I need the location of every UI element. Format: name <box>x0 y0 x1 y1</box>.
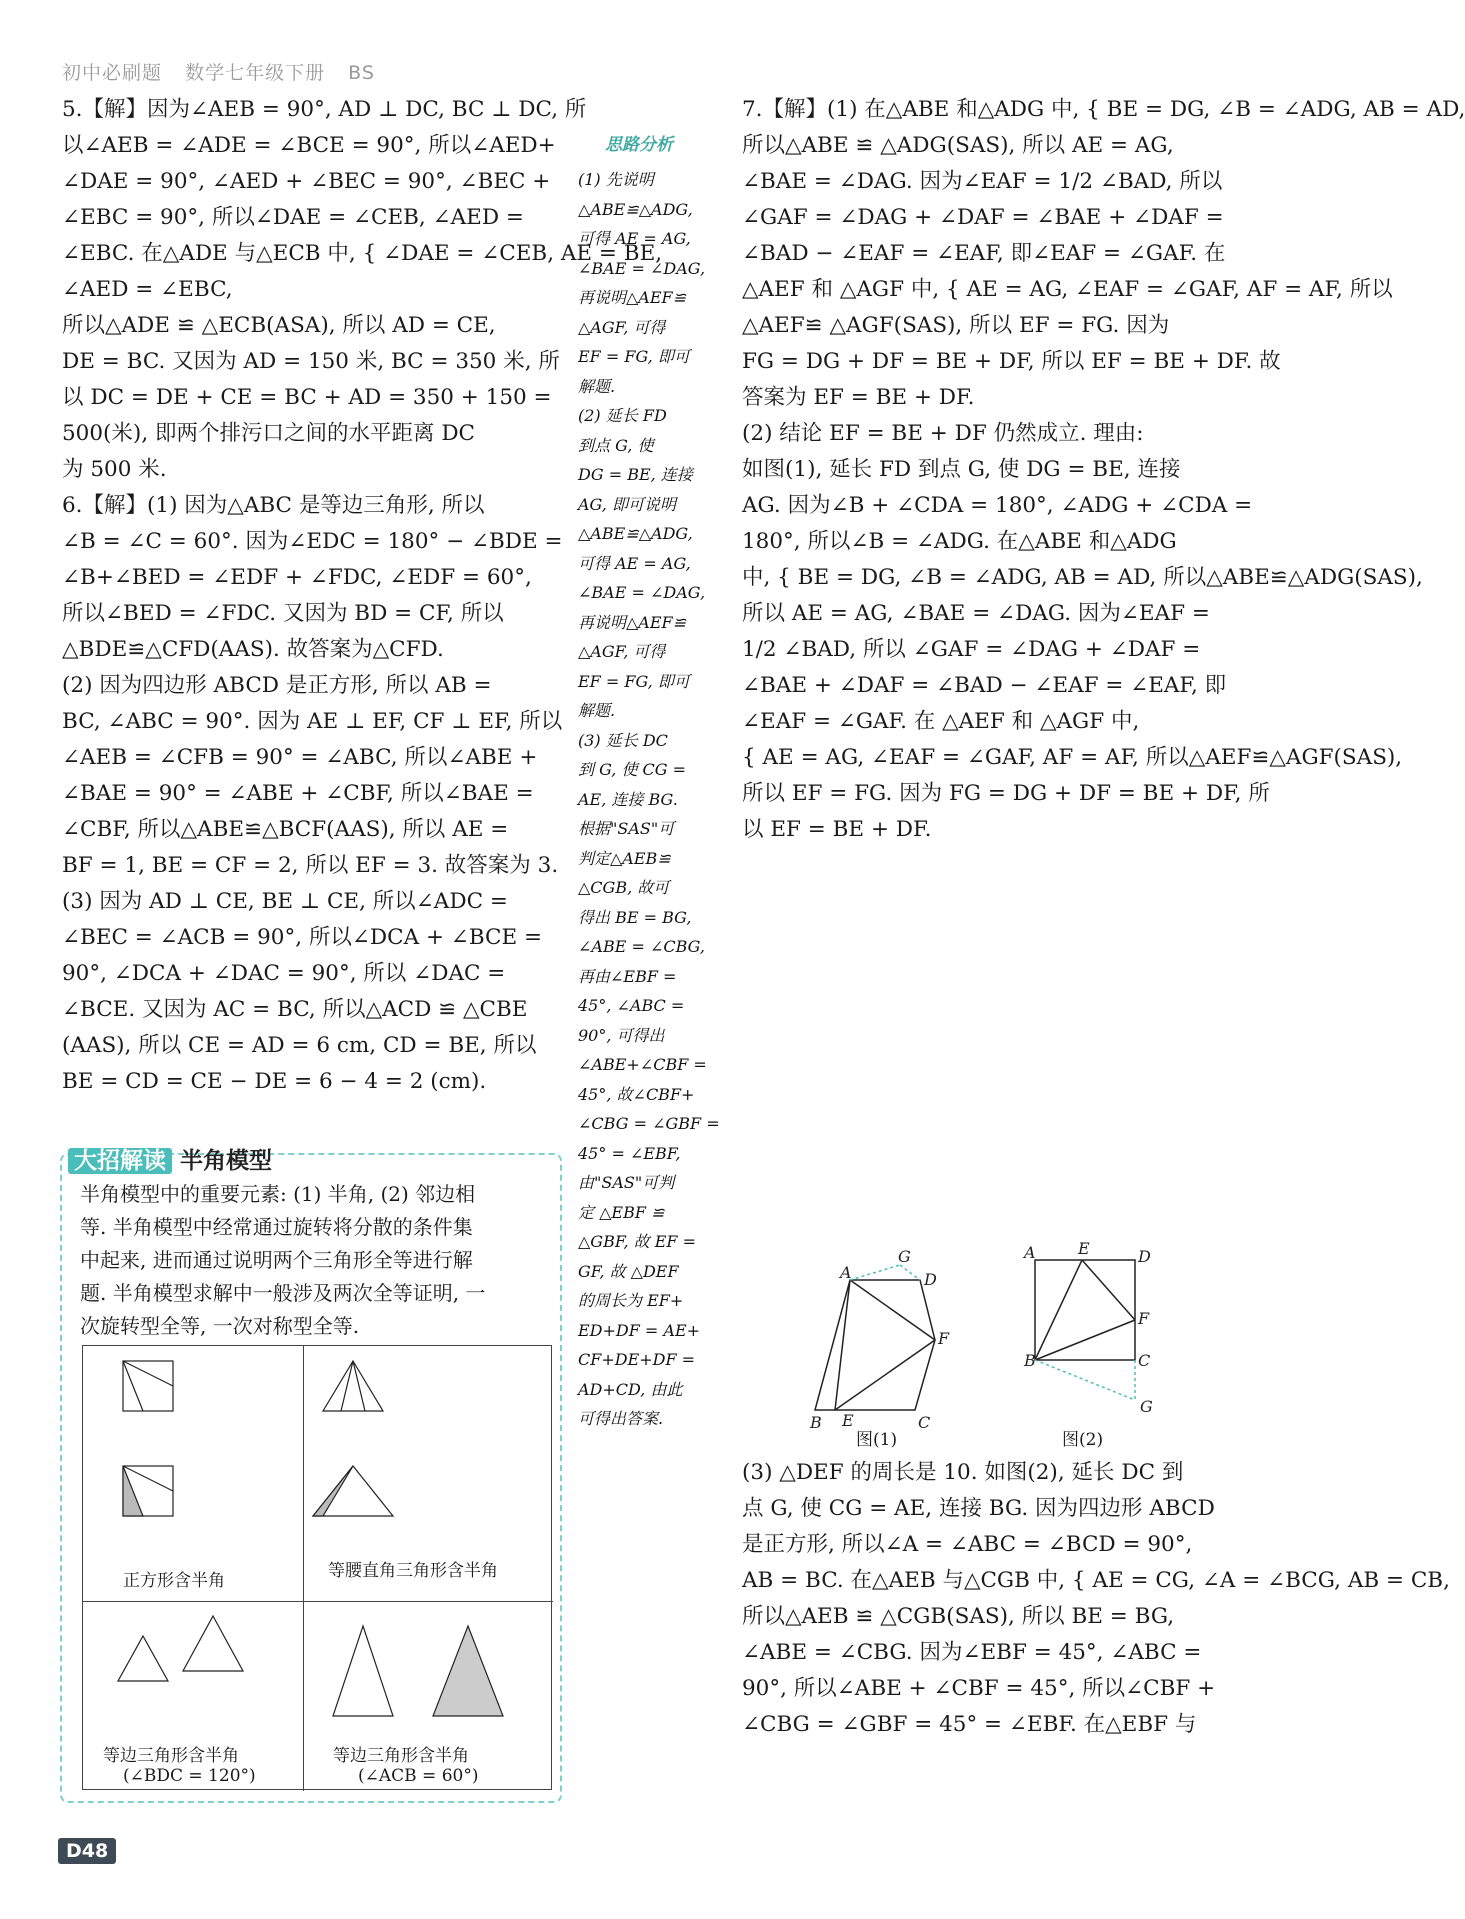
text-line: 1/2 ∠BAD, 所以 ∠GAF = ∠DAG + ∠DAF = <box>742 637 1201 662</box>
caption-equilateral-1-angle: (∠BDC = 120°) <box>123 1766 256 1786</box>
text-line: 所以∠BED = ∠FDC. 又因为 BD = CF, 所以 <box>62 601 504 626</box>
tips-box-title <box>68 1142 272 1175</box>
text-line: (2) 延长 FD <box>578 406 667 425</box>
text-line: ∠AEB = ∠CFB = 90° = ∠ABC, 所以∠ABE + <box>62 745 538 770</box>
text-line: (3) △DEF 的周长是 10. 如图(2), 延长 DC 到 <box>742 1460 1184 1485</box>
text-line: 到点 G, 使 <box>578 435 654 455</box>
text-line: ∠ABE = ∠CBG, <box>578 937 705 956</box>
figure-2 <box>1035 1260 1135 1400</box>
text-line: △AEF 和 △AGF 中, { AE = AG, ∠EAF = ∠GAF, AF = AF, 所以 <box>742 277 1393 302</box>
svg-text:G: G <box>1140 1397 1153 1416</box>
text-line: 90°, ∠DCA + ∠DAC = 90°, 所以 ∠DAC = <box>62 961 506 986</box>
text-line: 半角模型中的重要元素: (1) 半角, (2) 邻边相 <box>80 1182 476 1206</box>
text-line: ∠EAF = ∠GAF. 在 △AEF 和 △AGF 中, <box>742 709 1140 734</box>
text-line: △AGF, 可得 <box>578 642 666 661</box>
text-line: ∠CBG = ∠GBF = <box>578 1114 720 1133</box>
text-line: 是正方形, 所以∠A = ∠ABC = ∠BCD = 90°, <box>742 1532 1193 1557</box>
text-line: 7.【解】(1) 在△ABE 和△ADG 中, { BE = DG, ∠B = ∠ADG, AB = AD, <box>742 97 1465 122</box>
text-line: 45° = ∠EBF, <box>578 1143 681 1163</box>
text-line: ∠EBC. 在△ADE 与△ECB 中, { ∠DAE = ∠CEB, AE = BE, <box>62 241 663 266</box>
text-line: 可得 AE = AG, <box>578 229 691 248</box>
text-line: ∠BAE = ∠DAG, <box>578 583 706 602</box>
page-number: D48 <box>58 1838 116 1864</box>
text-line: AG. 因为∠B + ∠CDA = 180°, ∠ADG + ∠CDA = <box>742 493 1253 518</box>
subject-title: 数学七年级下册 <box>185 62 326 84</box>
mid-column <box>578 165 720 1434</box>
caption-equilateral-2-angle: (∠ACB = 60°) <box>358 1766 479 1786</box>
svg-text:E: E <box>1078 1239 1090 1258</box>
caption-square: 正方形含半角 <box>123 1571 225 1591</box>
edition-label: BS <box>348 62 375 84</box>
text-line: ∠DAE = 90°, ∠AED + ∠BEC = 90°, ∠BEC + <box>62 169 551 194</box>
text-line: 所以△ADE ≌ △ECB(ASA), 所以 AD = CE, <box>62 313 496 338</box>
text-line: DE = BC. 又因为 AD = 150 米, BC = 350 米, 所 <box>62 349 560 374</box>
text-line: ∠ABE+∠CBF = <box>578 1055 707 1074</box>
text-line: (3) 延长 DC <box>578 730 668 750</box>
text-line: △ABE≌△ADG, <box>578 524 693 543</box>
text-line: 以 DC = DE + CE = BC + AD = 350 + 150 = <box>62 385 552 410</box>
figure-1-caption: 图(1) <box>856 1430 898 1450</box>
text-line: DG = BE, 连接 <box>578 465 693 484</box>
text-line: (1) 先说明 <box>578 170 654 189</box>
text-line: ∠AED = ∠EBC, <box>62 277 233 302</box>
text-line: 次旋转型全等, 一次对称型全等. <box>80 1314 360 1338</box>
text-line: FG = DG + DF = BE + DF, 所以 EF = BE + DF. 故 <box>742 349 1281 374</box>
svg-text:C: C <box>1138 1351 1151 1370</box>
text-line: AE, 连接 BG. <box>578 789 678 809</box>
text-line: ∠ABE = ∠CBG. 因为∠EBF = 45°, ∠ABC = <box>742 1640 1202 1665</box>
text-line: 的周长为 EF+ <box>578 1291 684 1310</box>
text-line: ∠GAF = ∠DAG + ∠DAF = ∠BAE + ∠DAF = <box>742 205 1224 230</box>
svg-text:G: G <box>898 1247 911 1266</box>
text-line: 再说明△AEF≌ <box>578 288 687 307</box>
tips-topic: 半角模型 <box>180 1148 272 1174</box>
svg-text:C: C <box>918 1413 931 1432</box>
text-line: △ABE≌△ADG, <box>578 199 693 219</box>
text-line: CF+DE+DF = <box>578 1350 696 1369</box>
right-column-top <box>742 92 1465 848</box>
svg-text:A: A <box>1024 1243 1036 1262</box>
text-line: 再由∠EBF = <box>578 966 677 986</box>
svg-text:D: D <box>924 1270 937 1289</box>
text-line: 点 G, 使 CG = AE, 连接 BG. 因为四边形 ABCD <box>742 1496 1215 1521</box>
text-line: 得出 BE = BG, <box>578 907 692 927</box>
text-line: 可得 AE = AG, <box>578 553 691 573</box>
svg-text:F: F <box>938 1329 950 1348</box>
text-line: 解题. <box>578 701 616 720</box>
text-line: ∠B = ∠C = 60°. 因为∠EDC = 180° − ∠BDE = <box>62 529 563 554</box>
text-line: 45°, 故∠CBF+ <box>578 1084 695 1104</box>
text-line: 6.【解】(1) 因为△ABC 是等边三角形, 所以 <box>62 493 485 518</box>
text-line: BF = 1, BE = CF = 2, 所以 EF = 3. 故答案为 3. <box>62 853 559 878</box>
text-line: 中, { BE = DG, ∠B = ∠ADG, AB = AD, 所以△ABE≌△ADG(SAS), <box>742 565 1423 590</box>
thinking-analysis-title: 思路分析 <box>605 135 673 155</box>
text-line: AG, 即可说明 <box>578 494 676 514</box>
text-line: 180°, 所以∠B = ∠ADG. 在△ABE 和△ADG <box>742 529 1177 554</box>
text-line: EF = FG, 即可 <box>578 671 690 691</box>
text-line: ∠BCE. 又因为 AC = BC, 所以△ACD ≌ △CBE <box>62 997 528 1022</box>
text-line: 等. 半角模型中经常通过旋转将分散的条件集 <box>80 1215 473 1239</box>
svg-text:B: B <box>1024 1351 1036 1370</box>
caption-isosceles-right: 等腰直角三角形含半角 <box>328 1561 498 1581</box>
svg-text:B: B <box>810 1413 822 1432</box>
text-line: (AAS), 所以 CE = AD = 6 cm, CD = BE, 所以 <box>62 1033 537 1058</box>
figures <box>800 1240 1200 1440</box>
text-line: △AGF, 可得 <box>578 317 666 337</box>
figure-2-caption: 图(2) <box>1062 1430 1104 1450</box>
text-line: EF = FG, 即可 <box>578 347 690 366</box>
text-line: 到 G, 使 CG = <box>578 760 687 779</box>
text-line: 以∠AEB = ∠ADE = ∠BCE = 90°, 所以∠AED+ <box>62 133 556 158</box>
text-line: ∠CBF, 所以△ABE≌△BCF(AAS), 所以 AE = <box>62 817 509 842</box>
text-line: 根据"SAS"可 <box>578 819 675 838</box>
text-line: 90°, 所以∠ABE + ∠CBF = 45°, 所以∠CBF + <box>742 1676 1216 1701</box>
text-line: ∠BAE = ∠DAG, <box>578 258 706 278</box>
text-line: 所以 EF = FG. 因为 FG = DG + DF = BE + DF, 所 <box>742 781 1270 806</box>
text-line: AD+CD, 由此 <box>578 1379 683 1399</box>
text-line: 题. 半角模型求解中一般涉及两次全等证明, 一 <box>80 1281 486 1305</box>
text-line: BE = CD = CE − DE = 6 − 4 = 2 (cm). <box>62 1069 487 1094</box>
text-line: ∠EBC = 90°, 所以∠DAE = ∠CEB, ∠AED = <box>62 205 524 230</box>
model-diagram-grid <box>82 1345 552 1790</box>
text-line: △BDE≌△CFD(AAS). 故答案为△CFD. <box>62 637 444 662</box>
text-line: AB = BC. 在△AEB 与△CGB 中, { AE = CG, ∠A = ∠BCG, AB = CB, <box>742 1568 1450 1593</box>
text-line: (2) 结论 EF = BE + DF 仍然成立. 理由: <box>742 421 1144 446</box>
text-line: ∠CBG = ∠GBF = 45° = ∠EBF. 在△EBF 与 <box>742 1712 1197 1737</box>
text-line: 5.【解】因为∠AEB = 90°, AD ⊥ DC, BC ⊥ DC, 所 <box>62 97 587 122</box>
text-line: ∠B+∠BED = ∠EDF + ∠FDC, ∠EDF = 60°, <box>62 565 532 590</box>
text-line: 所以△AEB ≌ △CGB(SAS), 所以 BE = BG, <box>742 1604 1175 1629</box>
text-line: 由"SAS"可判 <box>578 1173 675 1192</box>
text-line: 解题. <box>578 376 616 396</box>
text-line: 可得出答案. <box>578 1409 664 1428</box>
svg-text:E: E <box>842 1411 854 1430</box>
text-line: △CGB, 故可 <box>578 878 670 897</box>
text-line: 答案为 EF = BE + DF. <box>742 385 975 410</box>
text-line: 以 EF = BE + DF. <box>742 817 932 842</box>
text-line: ∠BAE + ∠DAF = ∠BAD − ∠EAF = ∠EAF, 即 <box>742 673 1227 698</box>
running-header <box>62 58 391 85</box>
text-line: ∠BAD − ∠EAF = ∠EAF, 即∠EAF = ∠GAF. 在 <box>742 241 1226 266</box>
text-line: ∠BAE = 90° = ∠ABE + ∠CBF, 所以∠BAE = <box>62 781 534 806</box>
text-line: 定 △EBF ≌ <box>578 1202 665 1222</box>
text-line: 90°, 可得出 <box>578 1025 665 1045</box>
text-line: (2) 因为四边形 ABCD 是正方形, 所以 AB = <box>62 673 492 698</box>
text-line: 45°, ∠ABC = <box>578 996 685 1015</box>
text-line: BC, ∠ABC = 90°. 因为 AE ⊥ EF, CF ⊥ EF, 所以 <box>62 709 563 734</box>
text-line: GF, 故 △DEF <box>578 1261 679 1281</box>
book-title: 初中必刷题 <box>62 62 163 84</box>
svg-text:D: D <box>1138 1247 1151 1266</box>
text-line: 如图(1), 延长 FD 到点 G, 使 DG = BE, 连接 <box>742 457 1181 482</box>
caption-equilateral-1: 等边三角形含半角 <box>103 1746 239 1766</box>
text-line: ∠BAE = ∠DAG. 因为∠EAF = 1/2 ∠BAD, 所以 <box>742 169 1223 194</box>
tips-label: 大招解读 <box>68 1148 172 1174</box>
caption-equilateral-2: 等边三角形含半角 <box>333 1746 469 1766</box>
text-line: 所以△ABE ≌ △ADG(SAS), 所以 AE = AG, <box>742 133 1174 158</box>
text-line: 所以 AE = AG, ∠BAE = ∠DAG. 因为∠EAF = <box>742 601 1210 626</box>
text-line: (3) 因为 AD ⊥ CE, BE ⊥ CE, 所以∠ADC = <box>62 889 508 914</box>
text-line: 再说明△AEF≌ <box>578 612 687 632</box>
text-line: 中起来, 进而通过说明两个三角形全等进行解 <box>80 1248 473 1272</box>
figure-1 <box>815 1265 935 1410</box>
text-line: 为 500 米. <box>62 457 167 482</box>
text-line: △AEF≌ △AGF(SAS), 所以 EF = FG. 因为 <box>742 313 1170 338</box>
text-line: 500(米), 即两个排污口之间的水平距离 DC <box>62 421 476 446</box>
text-line: { AE = AG, ∠EAF = ∠GAF, AF = AF, 所以△AEF≌△AGF(SAS), <box>742 745 1403 770</box>
text-line: ED+DF = AE+ <box>578 1320 701 1340</box>
text-line: △GBF, 故 EF = <box>578 1232 696 1251</box>
text-line: ∠BEC = ∠ACB = 90°, 所以∠DCA + ∠BCE = <box>62 925 543 950</box>
right-column-bottom <box>742 1455 1450 1743</box>
text-line: 判定△AEB≌ <box>578 848 671 868</box>
tips-box-text <box>80 1178 550 1343</box>
svg-text:F: F <box>1138 1309 1150 1328</box>
svg-text:A: A <box>840 1263 852 1282</box>
